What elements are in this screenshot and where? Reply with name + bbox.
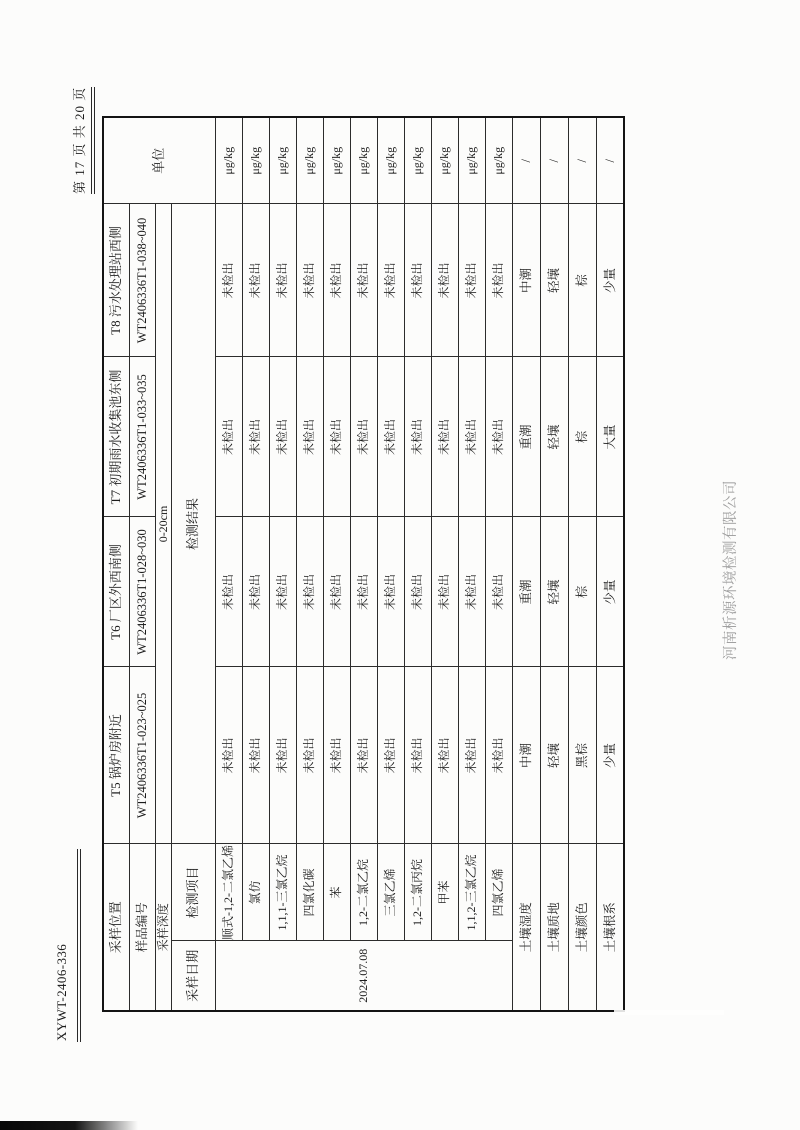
table-row-item — [323, 117, 350, 1011]
item-name-cell: 苯 — [323, 844, 350, 941]
result-cell: 未检出 — [404, 517, 431, 667]
soil-value-cell: 棕 — [568, 204, 596, 357]
unit-cell: / — [512, 117, 540, 204]
table-row-item — [485, 117, 512, 1011]
soil-value-cell: 中潮 — [512, 204, 540, 357]
item-name-cell: 氯仿 — [242, 844, 269, 941]
unit-cell: / — [568, 117, 596, 204]
table-row-soil-item — [540, 117, 568, 1011]
soil-value-cell: 轻壤 — [540, 357, 568, 517]
row-sample-number — [129, 117, 155, 1011]
item-name-cell: 三氯乙烯 — [377, 844, 404, 941]
result-cell: 未检出 — [458, 357, 485, 517]
unit-cell: μg/kg — [215, 117, 242, 204]
result-cell: 未检出 — [215, 204, 242, 357]
soil-value-cell: 重潮 — [512, 517, 540, 667]
soil-value-cell: 少量 — [596, 204, 624, 357]
soil-value-cell: 棕 — [568, 357, 596, 517]
table-row-item — [377, 117, 404, 1011]
result-cell: 未检出 — [323, 517, 350, 667]
result-cell: 未检出 — [431, 667, 458, 844]
result-cell: 未检出 — [350, 517, 377, 667]
soil-value-cell: 重潮 — [512, 357, 540, 517]
table-row-item — [296, 117, 323, 1011]
column-header-unit: 单位 — [103, 117, 215, 204]
result-cell: 未检出 — [431, 204, 458, 357]
table-row-item — [269, 117, 296, 1011]
soil-value-cell: 少量 — [596, 667, 624, 844]
unit-cell: μg/kg — [458, 117, 485, 204]
result-cell: 未检出 — [215, 667, 242, 844]
result-cell: 未检出 — [485, 204, 512, 357]
result-cell: 未检出 — [215, 517, 242, 667]
row-header-date: 采样日期 — [171, 941, 215, 1011]
location-t5: T5 锅炉房附近 — [103, 667, 129, 844]
item-name-cell: 1,1,1-三氯乙烷 — [269, 844, 296, 941]
sample-no-t7: WT2406336T1-033~035 — [129, 357, 155, 517]
depth-value-cell: 0-20cm — [155, 204, 171, 844]
table-row-item — [458, 117, 485, 1011]
result-cell: 未检出 — [296, 204, 323, 357]
table-row-item — [431, 117, 458, 1011]
item-name-cell: 四氯化碳 — [296, 844, 323, 941]
result-cell: 未检出 — [242, 357, 269, 517]
row-sampling-location — [103, 117, 129, 1011]
result-cell: 未检出 — [485, 517, 512, 667]
sample-no-t6: WT2406336T1-028~030 — [129, 517, 155, 667]
result-cell: 未检出 — [431, 357, 458, 517]
unit-cell: μg/kg — [377, 117, 404, 204]
table-row-soil-item — [568, 117, 596, 1011]
result-cell: 未检出 — [350, 667, 377, 844]
result-cell: 未检出 — [296, 517, 323, 667]
item-name-cell: 1,2-二氯乙烷 — [350, 844, 377, 941]
soil-item-name-cell: 土壤湿度 — [512, 844, 540, 1011]
row-header-depth: 采样深度 — [155, 844, 171, 1011]
unit-cell: / — [540, 117, 568, 204]
row-header-location: 采样位置 — [103, 844, 129, 1011]
unit-cell: μg/kg — [323, 117, 350, 204]
sampling-date-value: 2024.07.08 — [215, 941, 512, 1011]
location-t8: T8 污水处理站西侧 — [103, 204, 129, 357]
result-cell: 未检出 — [242, 667, 269, 844]
row-header-sample-no: 样品编号 — [129, 844, 155, 1011]
result-cell: 未检出 — [404, 204, 431, 357]
result-cell: 未检出 — [350, 204, 377, 357]
result-cell: 未检出 — [377, 357, 404, 517]
result-cell: 未检出 — [350, 357, 377, 517]
result-cell: 未检出 — [269, 204, 296, 357]
result-cell: 未检出 — [377, 517, 404, 667]
unit-cell: μg/kg — [242, 117, 269, 204]
table-row-item — [404, 117, 431, 1011]
item-name-cell: 1,2-二氯丙烷 — [404, 844, 431, 941]
result-cell: 未检出 — [296, 357, 323, 517]
footer-company-name: 河南析源环境检测有限公司 — [723, 480, 739, 660]
table-row-item — [215, 117, 242, 1011]
result-cell: 未检出 — [377, 204, 404, 357]
results-table — [102, 116, 625, 1012]
result-cell: 未检出 — [458, 204, 485, 357]
item-name-cell: 四氯乙烯 — [485, 844, 512, 941]
result-cell: 未检出 — [323, 204, 350, 357]
result-cell: 未检出 — [404, 357, 431, 517]
unit-cell: μg/kg — [350, 117, 377, 204]
row-header-item: 检测项目 — [171, 844, 215, 941]
soil-value-cell: 中潮 — [512, 667, 540, 844]
soil-value-cell: 轻壤 — [540, 517, 568, 667]
unit-cell: μg/kg — [404, 117, 431, 204]
item-name-cell: 1,1,2-三氯乙烷 — [458, 844, 485, 941]
unit-cell: μg/kg — [269, 117, 296, 204]
result-cell: 未检出 — [404, 667, 431, 844]
soil-value-cell: 大量 — [596, 357, 624, 517]
result-cell: 未检出 — [431, 517, 458, 667]
result-cell: 未检出 — [215, 357, 242, 517]
unit-cell: μg/kg — [296, 117, 323, 204]
table-row-item — [350, 117, 377, 1011]
report-number-underline — [77, 849, 81, 1042]
soil-value-cell: 轻壤 — [540, 667, 568, 844]
soil-item-name-cell: 土壤质地 — [540, 844, 568, 1011]
unit-cell: μg/kg — [431, 117, 458, 204]
faded-border-artifact — [614, 1010, 724, 1015]
result-cell: 未检出 — [242, 204, 269, 357]
result-cell: 未检出 — [377, 667, 404, 844]
sample-no-t8: WT2406336T1-038~040 — [129, 204, 155, 357]
location-t6: T6 厂区外西南侧 — [103, 517, 129, 667]
item-name-cell: 顺式-1,2-二氯乙烯 — [215, 844, 242, 941]
soil-item-name-cell: 土壤根系 — [596, 844, 624, 1011]
result-cell: 未检出 — [458, 667, 485, 844]
soil-value-cell: 棕 — [568, 517, 596, 667]
row-sampling-depth — [155, 117, 171, 1011]
page-indicator: 第 17 页 共 20 页 — [69, 87, 95, 194]
result-cell: 未检出 — [242, 517, 269, 667]
table-row-soil-item — [512, 117, 540, 1011]
item-name-cell: 甲苯 — [431, 844, 458, 941]
result-cell: 未检出 — [458, 517, 485, 667]
result-cell: 未检出 — [485, 357, 512, 517]
results-header-cell: 检测结果 — [171, 204, 215, 844]
result-cell: 未检出 — [296, 667, 323, 844]
location-t7: T7 初期雨水收集池东侧 — [103, 357, 129, 517]
unit-cell: / — [596, 117, 624, 204]
unit-cell: μg/kg — [485, 117, 512, 204]
sample-no-t5: WT2406336T1-023~025 — [129, 667, 155, 844]
result-cell: 未检出 — [323, 357, 350, 517]
table-row-soil-item — [596, 117, 624, 1011]
result-cell: 未检出 — [269, 357, 296, 517]
result-cell: 未检出 — [485, 667, 512, 844]
soil-item-name-cell: 土壤颜色 — [568, 844, 596, 1011]
result-cell: 未检出 — [269, 517, 296, 667]
scan-edge-artifact — [0, 1121, 138, 1130]
result-cell: 未检出 — [323, 667, 350, 844]
row-results-header — [171, 117, 215, 1011]
soil-value-cell: 少量 — [596, 517, 624, 667]
soil-value-cell: 轻壤 — [540, 204, 568, 357]
table-row-item — [242, 117, 269, 1011]
report-number: XYWT-2406-336 — [54, 943, 69, 1041]
result-cell: 未检出 — [269, 667, 296, 844]
soil-value-cell: 黑棕 — [568, 667, 596, 844]
